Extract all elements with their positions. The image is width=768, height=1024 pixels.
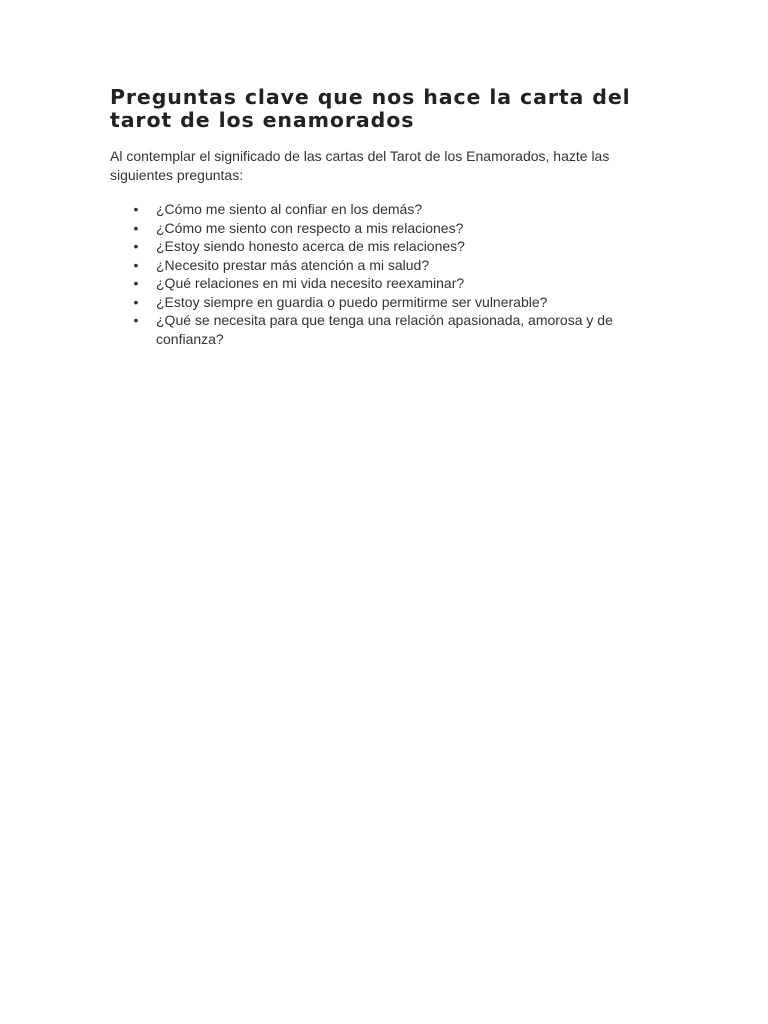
- list-item: [110, 293, 670, 312]
- bullet-icon: •: [133, 219, 139, 236]
- bullet-icon: •: [133, 312, 139, 328]
- list-item: [110, 311, 670, 348]
- list-item: [110, 200, 670, 219]
- questions-list: [110, 200, 670, 348]
- list-item: [110, 237, 670, 256]
- question-text: ¿Cómo me siento con respecto a mis relaciones?: [156, 219, 464, 236]
- bullet-icon: •: [133, 275, 139, 291]
- list-item: [110, 256, 670, 275]
- question-text: ¿Qué se necesita para que tenga una relación apasionada, amorosa y de confianza?: [156, 312, 613, 347]
- list-item: [110, 219, 670, 238]
- bullet-icon: •: [133, 238, 139, 254]
- question-text: ¿Estoy siempre en guardia o puedo permitirme ser vulnerable?: [156, 293, 548, 310]
- question-text: ¿Estoy siendo honesto acerca de mis relaciones?: [156, 238, 465, 254]
- list-item: [110, 274, 670, 293]
- question-text: ¿Qué relaciones en mi vida necesito reexaminar?: [156, 275, 465, 291]
- question-text: ¿Cómo me siento al confiar en los demás?: [156, 201, 423, 217]
- page-title: Preguntas clave que nos hace la carta del tarot de los enamorados: [110, 85, 631, 132]
- document-page: [110, 86, 670, 348]
- question-text: ¿Necesito prestar más atención a mi salud?: [156, 256, 430, 273]
- bullet-icon: •: [133, 256, 139, 273]
- intro-paragraph: Al contemplar el significado de las cartas del Tarot de los Enamorados, hazte las siguientes preguntas:: [110, 148, 610, 183]
- bullet-icon: •: [133, 293, 139, 310]
- bullet-icon: •: [133, 201, 139, 217]
